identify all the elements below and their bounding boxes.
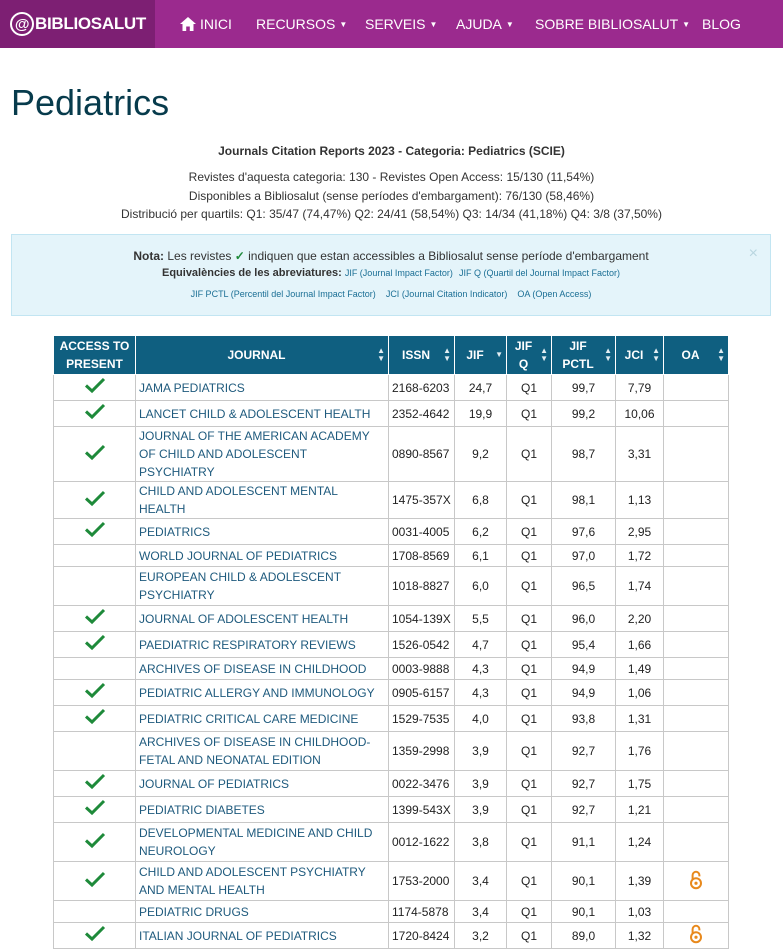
- jif-cell: 4,3: [455, 680, 507, 706]
- issn-cell: 2352-4642: [389, 401, 455, 427]
- table-row: [54, 923, 729, 949]
- open-access-icon: [689, 924, 703, 944]
- jif-cell: 4,7: [455, 632, 507, 658]
- journal-link[interactable]: PEDIATRICS: [136, 519, 389, 545]
- issn-cell: 0890-8567: [389, 427, 455, 482]
- jci-cell: 1,32: [616, 923, 664, 949]
- journal-link[interactable]: PEDIATRIC DRUGS: [136, 901, 389, 923]
- sort-icon: ▲ ▼: [717, 346, 725, 363]
- jif-cell: 5,5: [455, 606, 507, 632]
- jif-q-cell: Q1: [507, 606, 552, 632]
- col-jci-label: JCI: [624, 348, 644, 362]
- journal-link[interactable]: JOURNAL OF ADOLESCENT HEALTH: [136, 606, 389, 632]
- issn-cell: 0012-1622: [389, 823, 455, 862]
- issn-cell: 1475-357X: [389, 482, 455, 519]
- table-row: [54, 901, 729, 923]
- col-jifq-label: JIF Q: [514, 339, 533, 371]
- jci-cell: 1,66: [616, 632, 664, 658]
- jif-cell: 24,7: [455, 375, 507, 401]
- open-access-icon: [689, 870, 703, 890]
- col-oa[interactable]: [664, 336, 729, 375]
- close-icon[interactable]: ×: [748, 245, 758, 262]
- sort-icon: ▲ ▼: [540, 346, 548, 363]
- journal-link[interactable]: JOURNAL OF THE AMERICAN ACADEMY OF CHILD AND ADOLESCENT PSYCHIATRY: [136, 427, 389, 482]
- jci-cell: 1,75: [616, 771, 664, 797]
- jif-q-cell: Q1: [507, 901, 552, 923]
- jif-pctl-cell: 93,8: [552, 706, 616, 732]
- table-header-row: [54, 336, 729, 375]
- access-cell: [54, 771, 136, 797]
- oa-cell: [664, 771, 729, 797]
- jci-cell: 7,79: [616, 375, 664, 401]
- issn-cell: 1529-7535: [389, 706, 455, 732]
- oa-cell: [664, 680, 729, 706]
- abbr-pctl: JIF PCTL (Percentil del Journal Impact Factor): [190, 289, 376, 299]
- bibliosalut-logo[interactable]: [0, 0, 155, 48]
- journal-link[interactable]: JAMA PEDIATRICS: [136, 375, 389, 401]
- jcr-heading: Journals Citation Reports 2023 - Categoria: Pediatrics (SCIE): [218, 144, 565, 158]
- jif-q-cell: Q1: [507, 797, 552, 823]
- journal-link[interactable]: PAEDIATRIC RESPIRATORY REVIEWS: [136, 632, 389, 658]
- sort-desc-icon: ▼: [495, 350, 503, 359]
- oa-cell: [664, 732, 729, 771]
- jif-pctl-cell: 96,0: [552, 606, 616, 632]
- issn-cell: 0905-6157: [389, 680, 455, 706]
- jci-cell: 1,49: [616, 658, 664, 680]
- jif-cell: 9,2: [455, 427, 507, 482]
- oa-cell: [664, 632, 729, 658]
- issn-cell: 0022-3476: [389, 771, 455, 797]
- jif-q-cell: Q1: [507, 375, 552, 401]
- access-cell: [54, 401, 136, 427]
- jif-q-cell: Q1: [507, 427, 552, 482]
- oa-cell: [664, 862, 729, 901]
- check-icon: [84, 403, 106, 419]
- col-jci[interactable]: [616, 336, 664, 375]
- journal-link[interactable]: PEDIATRIC CRITICAL CARE MEDICINE: [136, 706, 389, 732]
- chevron-down-icon: ▼: [339, 19, 348, 29]
- journals-table: [53, 335, 729, 949]
- jif-pctl-cell: 98,1: [552, 482, 616, 519]
- check-icon: [84, 832, 106, 848]
- page-title: Pediatrics: [11, 82, 170, 123]
- issn-cell: 0003-9888: [389, 658, 455, 680]
- jci-cell: 1,03: [616, 901, 664, 923]
- oa-cell: [664, 375, 729, 401]
- journal-link[interactable]: PEDIATRIC DIABETES: [136, 797, 389, 823]
- jif-cell: 3,2: [455, 923, 507, 949]
- check-icon: [84, 634, 106, 650]
- sort-icon: ▲ ▼: [443, 346, 451, 363]
- issn-cell: 1526-0542: [389, 632, 455, 658]
- jif-cell: 6,2: [455, 519, 507, 545]
- oa-cell: [664, 519, 729, 545]
- jif-pctl-cell: 91,1: [552, 823, 616, 862]
- jci-cell: 1,21: [616, 797, 664, 823]
- col-pctl-label: JIF PCTL: [562, 339, 594, 371]
- access-cell: [54, 427, 136, 482]
- nav-recursos[interactable]: [256, 0, 347, 48]
- nav-recursos-label: RECURSOS: [256, 16, 336, 32]
- col-pctl[interactable]: [552, 336, 616, 375]
- col-jif-label: JIF: [466, 348, 484, 362]
- jif-pctl-cell: 98,7: [552, 427, 616, 482]
- quartile-stats: Distribució per quartils: Q1: 35/47 (74,47%) Q2: 24/41 (58,54%) Q3: 14/34 (41,18%) Q4: 3/8 (37,50%): [121, 207, 662, 221]
- access-cell: [54, 706, 136, 732]
- nav-serveis-label: SERVEIS: [365, 16, 426, 32]
- journal-link[interactable]: ARCHIVES OF DISEASE IN CHILDHOOD-FETAL AND NEONATAL EDITION: [136, 732, 389, 771]
- jif-q-cell: Q1: [507, 567, 552, 606]
- check-icon: [84, 377, 106, 393]
- jif-q-cell: Q1: [507, 823, 552, 862]
- jif-pctl-cell: 90,1: [552, 901, 616, 923]
- jif-cell: 6,8: [455, 482, 507, 519]
- table-row: [54, 519, 729, 545]
- journal-link[interactable]: PEDIATRIC ALLERGY AND IMMUNOLOGY: [136, 680, 389, 706]
- jif-q-cell: Q1: [507, 519, 552, 545]
- access-cell: [54, 732, 136, 771]
- jci-cell: 1,72: [616, 545, 664, 567]
- oa-cell: [664, 567, 729, 606]
- journal-link[interactable]: DEVELOPMENTAL MEDICINE AND CHILD NEUROLOGY: [136, 823, 389, 862]
- jif-pctl-cell: 99,2: [552, 401, 616, 427]
- jci-cell: 2,95: [616, 519, 664, 545]
- table-row: [54, 401, 729, 427]
- home-icon: [180, 17, 196, 31]
- jif-pctl-cell: 92,7: [552, 797, 616, 823]
- nav-ajuda[interactable]: [456, 0, 514, 48]
- table-row: [54, 732, 729, 771]
- nav-serveis[interactable]: [365, 0, 437, 48]
- availability-stats: Disponibles a Bibliosalut (sense períodes d'embargament): 76/130 (58,46%): [188, 189, 595, 203]
- col-jif[interactable]: [455, 336, 507, 375]
- oa-cell: [664, 545, 729, 567]
- sort-icon: ▲ ▼: [377, 346, 385, 363]
- check-icon: [84, 799, 106, 815]
- nav-home-label: INICI: [200, 16, 232, 32]
- jif-q-cell: Q1: [507, 923, 552, 949]
- jci-cell: 3,31: [616, 427, 664, 482]
- oa-cell: [664, 606, 729, 632]
- nav-home[interactable]: [180, 0, 232, 48]
- nav-sobre-bibliosalut[interactable]: [535, 0, 690, 48]
- jif-pctl-cell: 92,7: [552, 732, 616, 771]
- abbr-jif: JIF (Journal Impact Factor): [344, 268, 453, 278]
- table-body: [54, 375, 729, 949]
- jif-q-cell: Q1: [507, 632, 552, 658]
- jci-cell: 1,06: [616, 680, 664, 706]
- equiv-label: Equivalències de les abreviatures:: [161, 267, 342, 279]
- note-label: Nota:: [133, 249, 164, 263]
- oa-cell: [664, 706, 729, 732]
- oa-cell: [664, 401, 729, 427]
- table-row: [54, 680, 729, 706]
- check-icon: [84, 521, 106, 537]
- journal-link[interactable]: WORLD JOURNAL OF PEDIATRICS: [136, 545, 389, 567]
- check-icon: [84, 871, 106, 887]
- oa-cell: [664, 427, 729, 482]
- jif-cell: 3,9: [455, 732, 507, 771]
- jif-pctl-cell: 89,0: [552, 923, 616, 949]
- access-cell: [54, 482, 136, 519]
- jif-q-cell: Q1: [507, 545, 552, 567]
- journal-link[interactable]: ITALIAN JOURNAL OF PEDIATRICS: [136, 923, 389, 949]
- abbr-jifq: JIF Q (Quartil del Journal Impact Factor): [458, 268, 621, 278]
- note-text-a: Les revistes: [167, 249, 232, 263]
- access-cell: [54, 823, 136, 862]
- oa-cell: [664, 658, 729, 680]
- col-journal[interactable]: [136, 336, 389, 375]
- table-row: [54, 567, 729, 606]
- oa-cell: [664, 901, 729, 923]
- note-line: [12, 249, 770, 263]
- jci-cell: 1,74: [616, 567, 664, 606]
- nav-blog-label: BLOG: [702, 16, 741, 32]
- access-cell: [54, 519, 136, 545]
- access-cell: [54, 658, 136, 680]
- col-access-label: ACCESS TO PRESENT: [59, 339, 130, 371]
- check-icon: [84, 773, 106, 789]
- jif-q-cell: Q1: [507, 862, 552, 901]
- table-row: [54, 427, 729, 482]
- jif-pctl-cell: 95,4: [552, 632, 616, 658]
- jif-pctl-cell: 97,0: [552, 545, 616, 567]
- access-cell: [54, 680, 136, 706]
- jif-cell: 3,8: [455, 823, 507, 862]
- issn-cell: 1399-543X: [389, 797, 455, 823]
- jif-cell: 4,3: [455, 658, 507, 680]
- table-row: [54, 632, 729, 658]
- journal-link[interactable]: EUROPEAN CHILD & ADOLESCENT PSYCHIATRY: [136, 567, 389, 606]
- jif-pctl-cell: 96,5: [552, 567, 616, 606]
- jif-pctl-cell: 94,9: [552, 680, 616, 706]
- note-text-b: indiquen que estan accessibles a Bibliosalut sense període d'embargament: [248, 249, 649, 263]
- check-icon: [84, 708, 106, 724]
- table-row: [54, 797, 729, 823]
- table-row: [54, 658, 729, 680]
- jif-q-cell: Q1: [507, 401, 552, 427]
- jci-cell: 1,31: [616, 706, 664, 732]
- chevron-down-icon: ▼: [429, 19, 438, 29]
- access-cell: [54, 545, 136, 567]
- check-icon: [84, 682, 106, 698]
- issn-cell: 1054-139X: [389, 606, 455, 632]
- access-cell: [54, 923, 136, 949]
- oa-cell: [664, 482, 729, 519]
- nav-sobre-label: SOBRE BIBLIOSALUT: [535, 16, 679, 32]
- check-icon: [84, 925, 106, 941]
- jif-q-cell: Q1: [507, 680, 552, 706]
- jif-cell: 6,1: [455, 545, 507, 567]
- jif-q-cell: Q1: [507, 482, 552, 519]
- journal-link[interactable]: CHILD AND ADOLESCENT MENTAL HEALTH: [136, 482, 389, 519]
- abbr-jci: JCI (Journal Citation Indicator): [385, 289, 508, 299]
- col-issn-label: ISSN: [401, 348, 430, 362]
- issn-cell: 2168-6203: [389, 375, 455, 401]
- jif-cell: 19,9: [455, 401, 507, 427]
- note-alert: [11, 234, 771, 316]
- jif-q-cell: Q1: [507, 732, 552, 771]
- jif-pctl-cell: 90,1: [552, 862, 616, 901]
- oa-cell: [664, 797, 729, 823]
- table-row: [54, 545, 729, 567]
- table-row: [54, 482, 729, 519]
- jci-cell: 1,39: [616, 862, 664, 901]
- oa-cell: [664, 823, 729, 862]
- journal-link[interactable]: JOURNAL OF PEDIATRICS: [136, 771, 389, 797]
- abbr-oa: OA (Open Access): [517, 289, 592, 299]
- col-issn[interactable]: [389, 336, 455, 375]
- brand-text: BIBLIOSALUT: [35, 14, 146, 33]
- jif-cell: 3,9: [455, 771, 507, 797]
- check-icon: [84, 490, 106, 506]
- table-row: [54, 706, 729, 732]
- check-icon: [84, 444, 106, 460]
- access-cell: [54, 797, 136, 823]
- journal-link[interactable]: CHILD AND ADOLESCENT PSYCHIATRY AND MENTAL HEALTH: [136, 862, 389, 901]
- access-cell: [54, 375, 136, 401]
- table-row: [54, 375, 729, 401]
- chevron-down-icon: ▼: [505, 19, 514, 29]
- oa-cell: [664, 923, 729, 949]
- table-row: [54, 823, 729, 862]
- jif-cell: 3,9: [455, 797, 507, 823]
- issn-cell: 1359-2998: [389, 732, 455, 771]
- table-row: [54, 862, 729, 901]
- access-cell: [54, 606, 136, 632]
- at-logo-icon: @: [10, 12, 34, 36]
- jci-cell: 1,13: [616, 482, 664, 519]
- access-cell: [54, 901, 136, 923]
- jci-cell: 1,76: [616, 732, 664, 771]
- category-stats: Revistes d'aquesta categoria: 130 - Revistes Open Access: 15/130 (11,54%): [188, 170, 595, 184]
- abbr-line-1: [12, 267, 770, 279]
- journal-link[interactable]: ARCHIVES OF DISEASE IN CHILDHOOD: [136, 658, 389, 680]
- check-icon: [84, 608, 106, 624]
- issn-cell: 1174-5878: [389, 901, 455, 923]
- jif-pctl-cell: 99,7: [552, 375, 616, 401]
- top-navbar: [0, 0, 783, 48]
- jif-pctl-cell: 97,6: [552, 519, 616, 545]
- nav-ajuda-label: AJUDA: [456, 16, 502, 32]
- access-cell: [54, 567, 136, 606]
- jif-cell: 4,0: [455, 706, 507, 732]
- jci-cell: 10,06: [616, 401, 664, 427]
- col-access[interactable]: [54, 336, 136, 375]
- col-jifq[interactable]: [507, 336, 552, 375]
- access-cell: [54, 862, 136, 901]
- issn-cell: 0031-4005: [389, 519, 455, 545]
- journal-link[interactable]: LANCET CHILD & ADOLESCENT HEALTH: [136, 401, 389, 427]
- nav-blog[interactable]: [702, 0, 741, 48]
- check-icon: ✓: [234, 249, 245, 263]
- jif-cell: 3,4: [455, 862, 507, 901]
- jif-pctl-cell: 92,7: [552, 771, 616, 797]
- sort-icon: ▲ ▼: [604, 346, 612, 363]
- col-oa-label: OA: [681, 348, 700, 362]
- table-row: [54, 771, 729, 797]
- jci-cell: 1,24: [616, 823, 664, 862]
- jci-cell: 2,20: [616, 606, 664, 632]
- access-cell: [54, 632, 136, 658]
- issn-cell: 1753-2000: [389, 862, 455, 901]
- jif-pctl-cell: 94,9: [552, 658, 616, 680]
- issn-cell: 1018-8827: [389, 567, 455, 606]
- jif-cell: 3,4: [455, 901, 507, 923]
- jif-q-cell: Q1: [507, 658, 552, 680]
- chevron-down-icon: ▼: [682, 19, 691, 29]
- issn-cell: 1708-8569: [389, 545, 455, 567]
- table-row: [54, 606, 729, 632]
- col-journal-label: JOURNAL: [227, 348, 286, 362]
- sort-icon: ▲ ▼: [652, 346, 660, 363]
- issn-cell: 1720-8424: [389, 923, 455, 949]
- jif-q-cell: Q1: [507, 771, 552, 797]
- abbr-line-2: [12, 286, 770, 300]
- jif-cell: 6,0: [455, 567, 507, 606]
- jif-q-cell: Q1: [507, 706, 552, 732]
